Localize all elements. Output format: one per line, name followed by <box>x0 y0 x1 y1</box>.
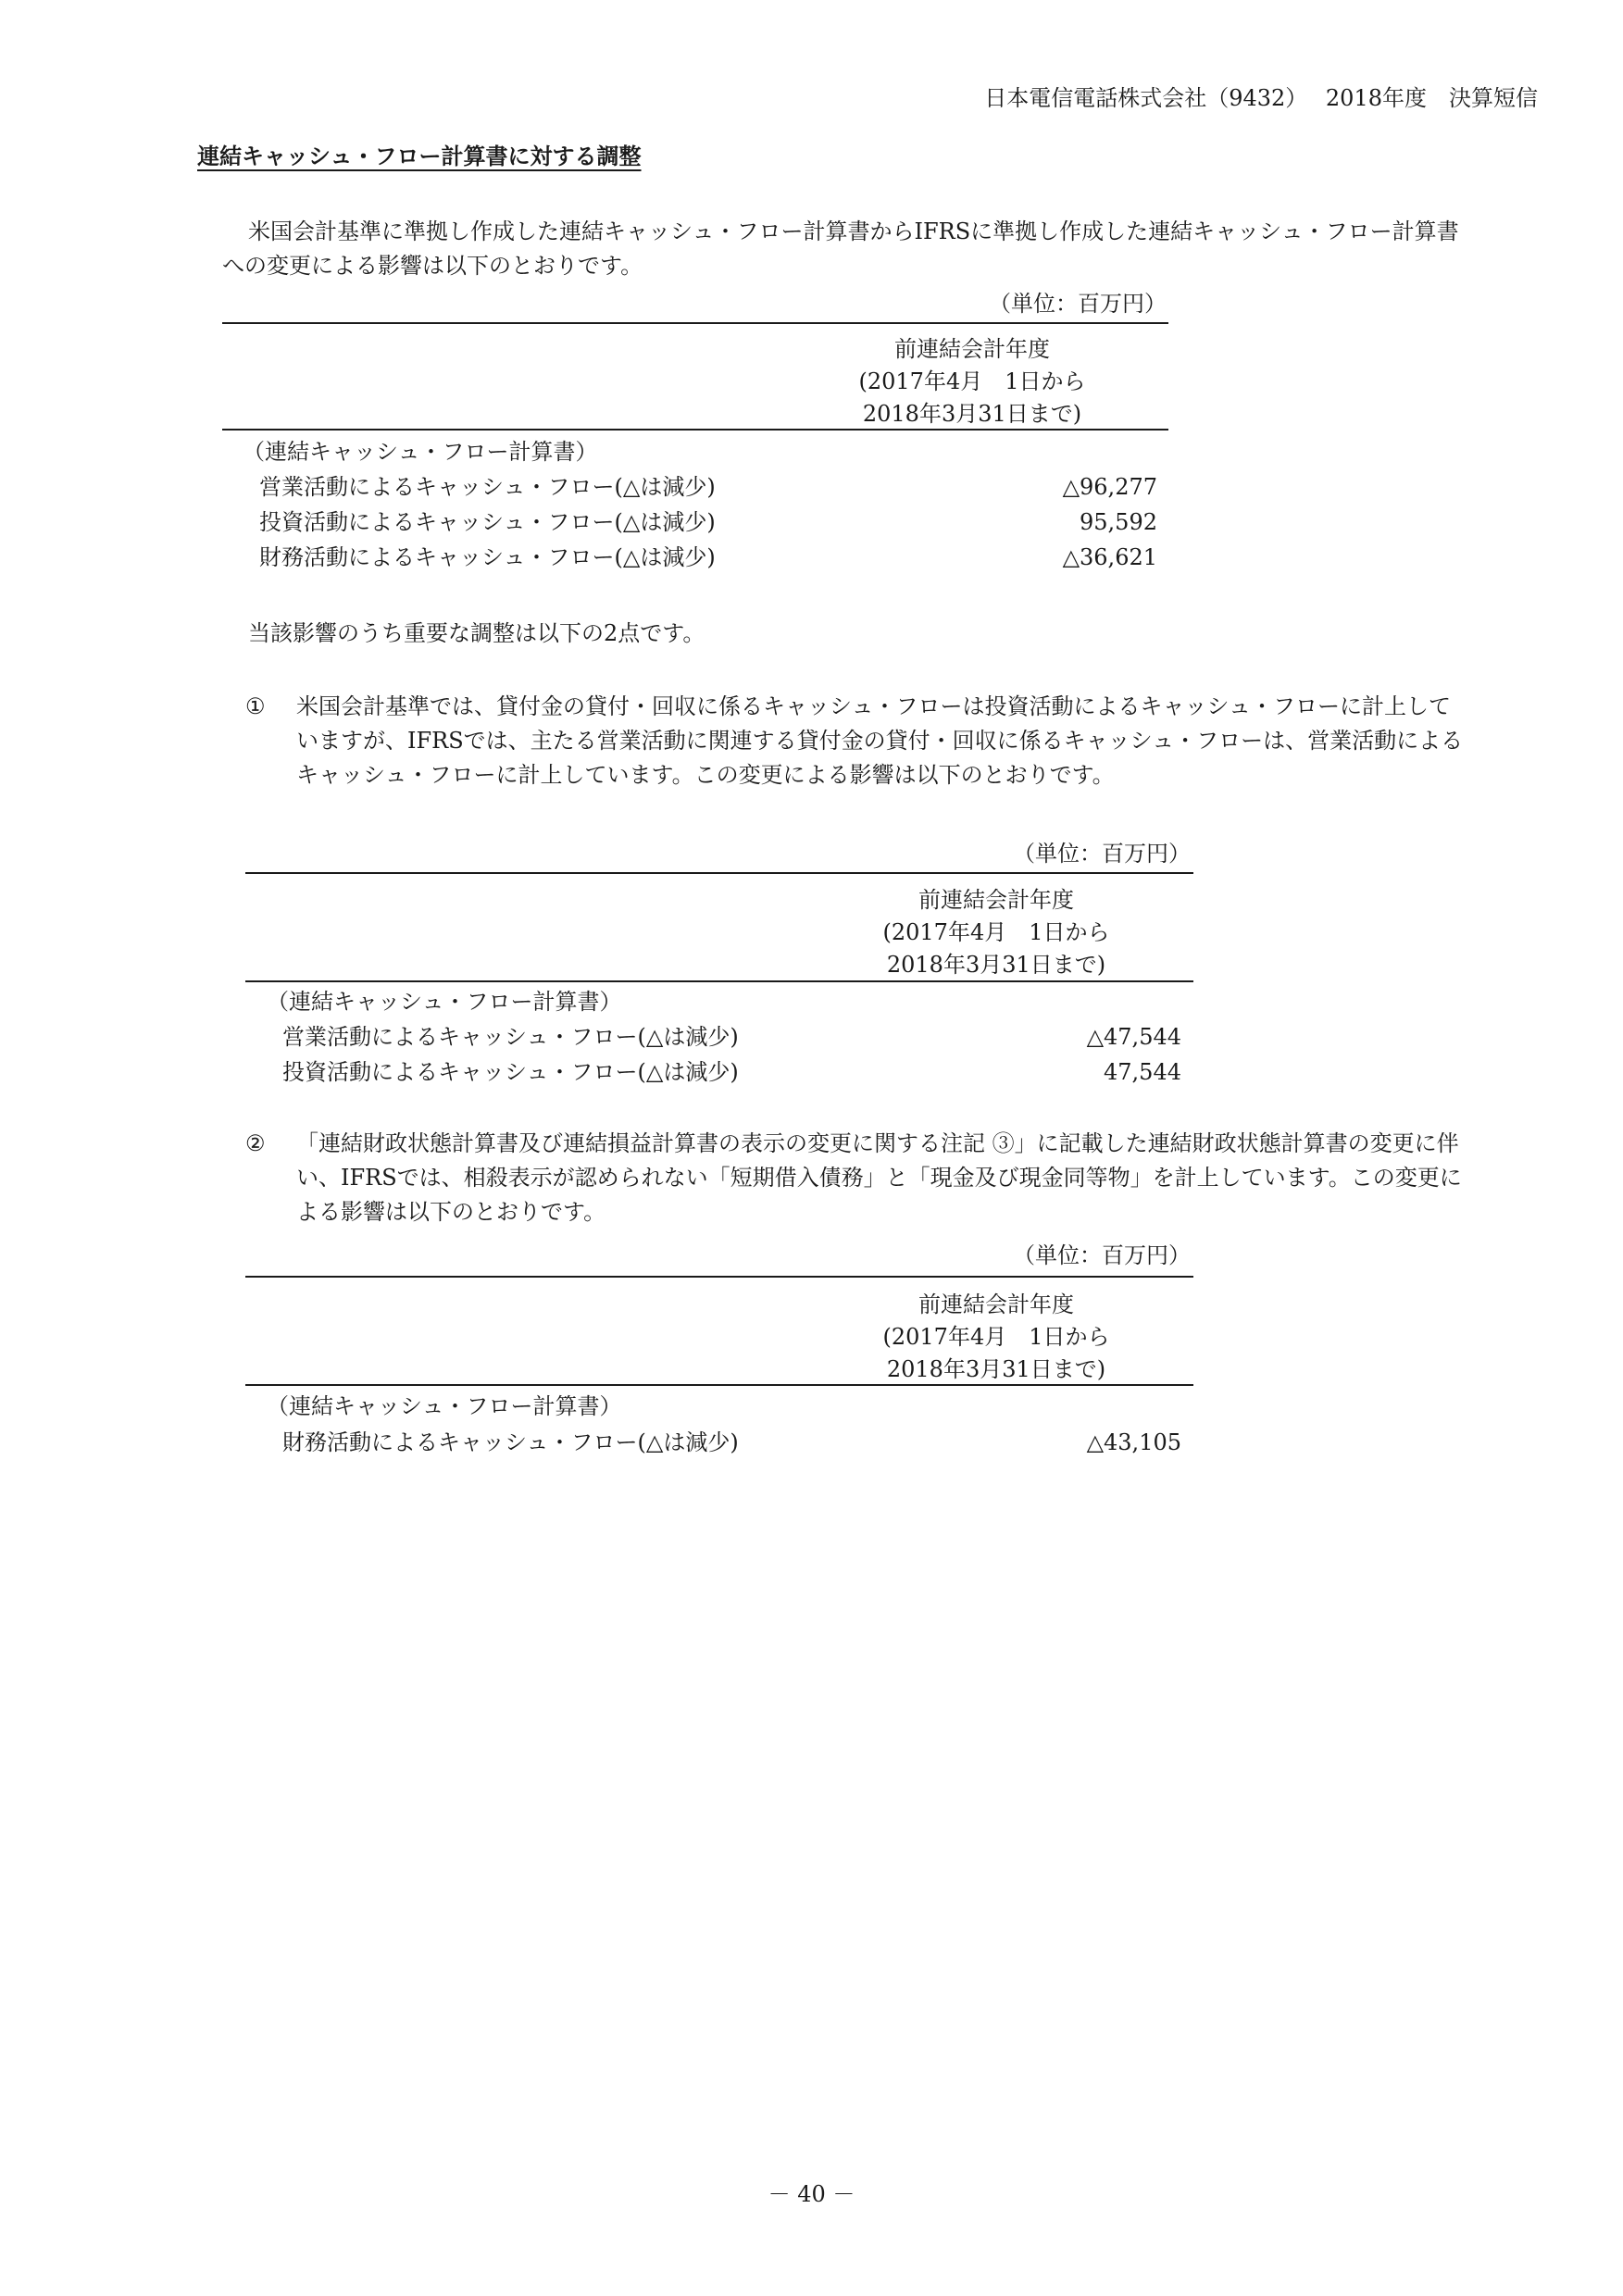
item-text: 「連結財政状態計算書及び連結損益計算書の表示の変更に関する注記 ③」に記載した連結財政状態計算書の変更に伴い、IFRSでは、相殺表示が認められない「短期借入債務」と「現金及び現金同等物」を計上しています。この変更による影響は以下のとおりです。 <box>296 1130 1462 1226</box>
column-header <box>815 333 1130 430</box>
unit-label: （単位：百万円） <box>1013 841 1191 867</box>
column-header-line2: (2017年4月 1日から <box>882 1323 1110 1350</box>
table-header-rule <box>245 1384 1193 1386</box>
section-label: （連結キャッシュ・フロー計算書） <box>267 1393 622 1419</box>
section-label: （連結キャッシュ・フロー計算書） <box>243 439 598 465</box>
table-top-rule <box>222 322 1168 324</box>
column-header-line3: 2018年3月31日まで) <box>862 400 1082 427</box>
item-number: ① <box>245 693 266 719</box>
table-row-value: △43,105 <box>1086 1429 1181 1455</box>
column-header-line3: 2018年3月31日まで) <box>886 951 1106 978</box>
unit-label: （単位：百万円） <box>989 291 1167 317</box>
column-header <box>839 1289 1154 1385</box>
note-item-2 <box>245 1127 1467 1230</box>
table-row-label: 財務活動によるキャッシュ・フロー(△は減少) <box>259 544 716 570</box>
table-top-rule <box>245 872 1193 874</box>
section-title: 連結キャッシュ・フロー計算書に対する調整 <box>197 143 642 169</box>
column-header-line2: (2017年4月 1日から <box>882 918 1110 945</box>
summary-text: 当該影響のうち重要な調整は以下の2点です。 <box>248 620 705 646</box>
table-row-label: 営業活動によるキャッシュ・フロー(△は減少) <box>259 474 716 500</box>
column-header-line1: 前連結会計年度 <box>918 1292 1074 1317</box>
item-number: ② <box>245 1130 266 1156</box>
table-row-value: 95,592 <box>1080 509 1157 535</box>
page-number: － 40 － <box>768 2181 855 2207</box>
note-item-1 <box>245 690 1467 793</box>
section-label: （連結キャッシュ・フロー計算書） <box>267 989 622 1015</box>
intro-paragraph: 米国会計基準に準拠し作成した連結キャッシュ・フロー計算書からIFRSに準拠し作成した連結キャッシュ・フロー計算書への変更による影響は以下のとおりです。 <box>222 218 1459 280</box>
column-header-line2: (2017年4月 1日から <box>858 368 1086 394</box>
table-row-label: 投資活動によるキャッシュ・フロー(△は減少) <box>259 509 716 535</box>
table-top-rule <box>245 1276 1193 1278</box>
table-row-label: 営業活動によるキャッシュ・フロー(△は減少) <box>282 1024 739 1050</box>
column-header-line1: 前連結会計年度 <box>918 887 1074 913</box>
column-header <box>839 884 1154 980</box>
table-header-rule <box>245 980 1193 982</box>
table-row-value: △96,277 <box>1062 474 1157 500</box>
table-row-value: △36,621 <box>1062 544 1157 570</box>
table-row-label: 投資活動によるキャッシュ・フロー(△は減少) <box>282 1059 739 1085</box>
document-header: 日本電信電話株式会社（9432） 2018年度 決算短信 <box>984 85 1538 111</box>
unit-label: （単位：百万円） <box>1013 1242 1191 1268</box>
table-row-label: 財務活動によるキャッシュ・フロー(△は減少) <box>282 1429 739 1455</box>
item-text: 米国会計基準では、貸付金の貸付・回収に係るキャッシュ・フローは投資活動によるキャッシュ・フローに計上していますが、IFRSでは、主たる営業活動に関連する貸付金の貸付・回収に係るキャッシュ・フローは、営業活動によるキャッシュ・フローに計上しています。この変更による影響は以下のとおりです。 <box>296 693 1464 789</box>
table-row-value: 47,544 <box>1104 1059 1181 1085</box>
table-header-rule <box>222 429 1168 430</box>
column-header-line3: 2018年3月31日まで) <box>886 1355 1106 1382</box>
table-row-value: △47,544 <box>1086 1024 1181 1050</box>
column-header-line1: 前連結会計年度 <box>894 336 1050 362</box>
